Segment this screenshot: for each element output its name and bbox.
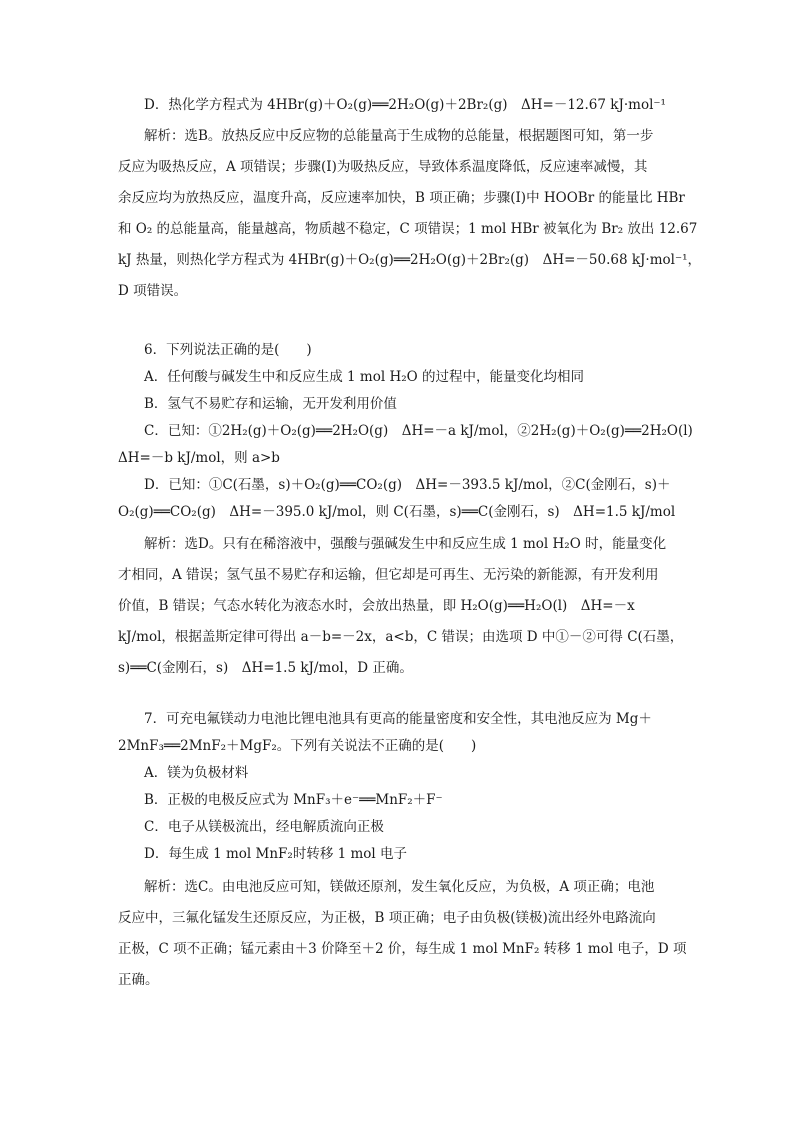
solution-7	[118, 872, 687, 996]
solution-5-line: kJ 热量，则热化学方程式为 4HBr(g)＋O₂(g)══2H₂O(g)＋2Br₂(g) ΔH=－50.68 kJ·mol⁻¹，	[118, 252, 702, 268]
question-6-option-d: D．已知：①C(石墨，s)＋O₂(g)══CO₂(g) ΔH=－393.5 kJ/mol，②C(金刚石，s)＋	[144, 477, 671, 493]
question-6-option-b: B．氢气不易贮存和运输，无开发利用价值	[144, 396, 397, 412]
solution-5-line: 余反应均为放热反应，温度升高，反应速率加快，B 项正确；步骤(Ⅰ)中 HOOBr 的能量比 HBr	[118, 190, 685, 206]
solution-5-line: 和 O₂ 的总能量高，能量越高，物质越不稳定，C 项错误；1 mol HBr 被氧化为 Br₂ 放出 12.67	[118, 221, 698, 237]
question-6-option-d-cont: O₂(g)══CO₂(g) ΔH=－395.0 kJ/mol，则 C(石墨，s)══C(金刚石，s) ΔH=1.5 kJ/mol	[118, 504, 676, 520]
solution-7-line: 解析：选C。由电池反应可知，镁做还原剂，发生氧化反应，为负极，A 项正确；电池	[144, 879, 655, 895]
question-7-stem-cont: 2MnF₃══2MnF₂＋MgF₂。下列有关说法不正确的是( )	[118, 738, 477, 754]
question-6	[118, 337, 693, 526]
solution-7-line: 反应中，三氟化锰发生还原反应，为正极，B 项正确；电子由负极(镁极)流出经外电路流向	[118, 910, 656, 926]
solution-6-line: 价值，B 错误；气态水转化为液态水时，会放出热量，即 H₂O(g)══H₂O(l) ΔH=－x	[118, 598, 635, 614]
solution-6-line: s)══C(金刚石，s) ΔH=1.5 kJ/mol，D 正确。	[118, 660, 413, 676]
question-7-stem: 7．可充电氟镁动力电池比锂电池具有更高的能量密度和安全性，其电池反应为 Mg＋	[144, 711, 652, 727]
solution-5-line: 反应为吸热反应，A 项错误；步骤(Ⅰ)为吸热反应，导致体系温度降低，反应速率减慢，其	[118, 159, 648, 175]
question-6-stem: 6．下列说法正确的是( )	[144, 342, 312, 358]
question-7-option-b: B．正极的电极反应式为 MnF₃＋e⁻══MnF₂＋F⁻	[144, 792, 443, 808]
solution-6	[118, 529, 684, 684]
question-7-option-c: C．电子从镁极流出，经电解质流向正极	[144, 819, 384, 835]
solution-7-line: 正确。	[118, 972, 159, 988]
prev-option-d: D．热化学方程式为 4HBr(g)＋O₂(g)══2H₂O(g)＋2Br₂(g) ΔH=－12.67 kJ·mol⁻¹	[144, 97, 666, 113]
question-7	[118, 706, 678, 868]
question-6-option-c: C．已知：①2H₂(g)＋O₂(g)══2H₂O(g) ΔH=－a kJ/mol，②2H₂(g)＋O₂(g)══2H₂O(l)	[144, 423, 693, 439]
question-7-option-a: A．镁为负极材料	[144, 765, 249, 781]
solution-6-line: 解析：选D。只有在稀溶液中，强酸与强碱发生中和反应生成 1 mol H₂O 时，能量变化	[144, 536, 667, 552]
question-7-option-d: D．每生成 1 mol MnF₂时转移 1 mol 电子	[144, 846, 408, 862]
solution-5-line: D 项错误。	[118, 283, 188, 299]
solution-7-line: 正极，C 项不正确；锰元素由＋3 价降至＋2 价，每生成 1 mol MnF₂ 转移 1 mol 电子，D 项	[118, 941, 687, 957]
solution-6-line: 才相同，A 错误；氢气虽不易贮存和运输，但它却是可再生、无污染的新能源，有开发利用	[118, 567, 659, 583]
solution-6-line: kJ/mol，根据盖斯定律可得出 a－b=－2x，a<b，C 错误；由选项 D 中①－②可得 C(石墨，	[118, 629, 684, 645]
solution-5-line: 解析：选B。放热反应中反应物的总能量高于生成物的总能量，根据题图可知，第一步	[144, 128, 654, 144]
question-6-option-c-cont: ΔH=－b kJ/mol，则 a>b	[118, 450, 280, 466]
prev-option-d-block	[118, 93, 678, 117]
solution-5	[118, 121, 702, 307]
question-6-option-a: A．任何酸与碱发生中和反应生成 1 mol H₂O 的过程中，能量变化均相同	[144, 369, 585, 385]
